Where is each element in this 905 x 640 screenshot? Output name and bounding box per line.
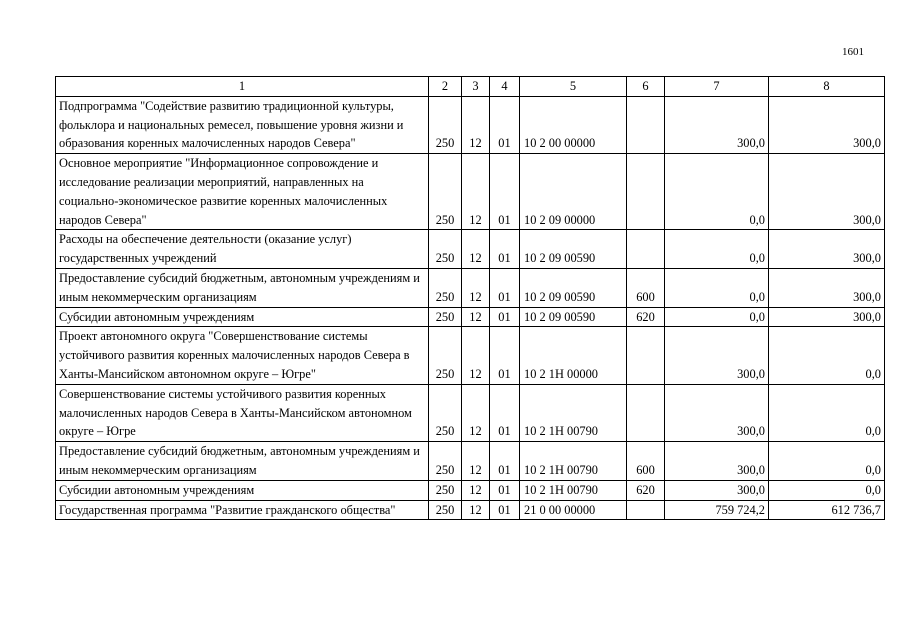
admin-code: 250: [429, 307, 462, 327]
subsection-code: 01: [490, 268, 520, 307]
budget-table: [55, 76, 885, 520]
column-header: 6: [627, 77, 665, 97]
row-name: Субсидии автономным учреждениям: [56, 480, 429, 500]
row-name: Основное мероприятие "Информационное сопровождение и исследование реализации мероприятий, направленных на социально-экономическое развитие коренных малочисленных народов Севера": [56, 154, 429, 230]
amount-col8: 300,0: [769, 96, 885, 153]
expense-type-code: [627, 384, 665, 441]
column-header: 8: [769, 77, 885, 97]
amount-col7: 0,0: [665, 154, 769, 230]
admin-code: 250: [429, 384, 462, 441]
amount-col8: 0,0: [769, 442, 885, 481]
row-name: Предоставление субсидий бюджетным, автономным учреждениям и иным некоммерческим организациям: [56, 442, 429, 481]
table-row: [56, 480, 885, 500]
row-name: Субсидии автономным учреждениям: [56, 307, 429, 327]
expense-type-code: [627, 154, 665, 230]
amount-col8: 300,0: [769, 154, 885, 230]
table-row: [56, 384, 885, 441]
expense-type-code: 620: [627, 480, 665, 500]
column-header: 5: [520, 77, 627, 97]
table-row: [56, 154, 885, 230]
target-article-code: 10 2 00 00000: [520, 96, 627, 153]
column-header: 1: [56, 77, 429, 97]
page-number: 1601: [842, 46, 864, 58]
expense-type-code: [627, 500, 665, 520]
expense-type-code: [627, 327, 665, 384]
expense-type-code: [627, 230, 665, 269]
row-name: Государственная программа "Развитие гражданского общества": [56, 500, 429, 520]
subsection-code: 01: [490, 500, 520, 520]
admin-code: 250: [429, 154, 462, 230]
subsection-code: 01: [490, 442, 520, 481]
admin-code: 250: [429, 480, 462, 500]
amount-col7: 300,0: [665, 442, 769, 481]
subsection-code: 01: [490, 154, 520, 230]
target-article-code: 21 0 00 00000: [520, 500, 627, 520]
admin-code: 250: [429, 500, 462, 520]
amount-col8: 300,0: [769, 230, 885, 269]
subsection-code: 01: [490, 307, 520, 327]
amount-col7: 300,0: [665, 327, 769, 384]
row-name: Подпрограмма "Содействие развитию традиционной культуры, фольклора и национальных ремесел, повышение уровня жизни и образования коренных малочисленных народов Севера": [56, 96, 429, 153]
amount-col8: 612 736,7: [769, 500, 885, 520]
target-article-code: 10 2 1Н 00790: [520, 480, 627, 500]
row-name: Расходы на обеспечение деятельности (оказание услуг) государственных учреждений: [56, 230, 429, 269]
table-row: [56, 96, 885, 153]
section-code: 12: [462, 268, 490, 307]
amount-col8: 0,0: [769, 327, 885, 384]
target-article-code: 10 2 1Н 00790: [520, 384, 627, 441]
section-code: 12: [462, 154, 490, 230]
target-article-code: 10 2 09 00590: [520, 230, 627, 269]
target-article-code: 10 2 1Н 00000: [520, 327, 627, 384]
subsection-code: 01: [490, 230, 520, 269]
subsection-code: 01: [490, 327, 520, 384]
column-header: 4: [490, 77, 520, 97]
admin-code: 250: [429, 96, 462, 153]
amount-col7: 300,0: [665, 384, 769, 441]
expense-type-code: 600: [627, 268, 665, 307]
amount-col7: 300,0: [665, 480, 769, 500]
target-article-code: 10 2 09 00000: [520, 154, 627, 230]
target-article-code: 10 2 1Н 00790: [520, 442, 627, 481]
section-code: 12: [462, 500, 490, 520]
admin-code: 250: [429, 442, 462, 481]
amount-col7: 0,0: [665, 230, 769, 269]
amount-col8: 300,0: [769, 307, 885, 327]
subsection-code: 01: [490, 96, 520, 153]
expense-type-code: 600: [627, 442, 665, 481]
column-number-row: [56, 77, 885, 97]
admin-code: 250: [429, 327, 462, 384]
table-row: [56, 500, 885, 520]
row-name: Совершенствование системы устойчивого развития коренных малочисленных народов Севера в Ханты-Мансийском автономном округе – Югре: [56, 384, 429, 441]
amount-col7: 0,0: [665, 268, 769, 307]
section-code: 12: [462, 480, 490, 500]
table-row: [56, 327, 885, 384]
admin-code: 250: [429, 230, 462, 269]
subsection-code: 01: [490, 480, 520, 500]
section-code: 12: [462, 230, 490, 269]
section-code: 12: [462, 96, 490, 153]
section-code: 12: [462, 307, 490, 327]
amount-col7: 300,0: [665, 96, 769, 153]
amount-col8: 300,0: [769, 268, 885, 307]
amount-col8: 0,0: [769, 384, 885, 441]
section-code: 12: [462, 442, 490, 481]
row-name: Проект автономного округа "Совершенствование системы устойчивого развития коренных малочисленных народов Севера в Ханты-Мансийском автономном округе – Югре": [56, 327, 429, 384]
table-row: [56, 230, 885, 269]
target-article-code: 10 2 09 00590: [520, 307, 627, 327]
row-name: Предоставление субсидий бюджетным, автономным учреждениям и иным некоммерческим организациям: [56, 268, 429, 307]
table-row: [56, 442, 885, 481]
target-article-code: 10 2 09 00590: [520, 268, 627, 307]
admin-code: 250: [429, 268, 462, 307]
table-row: [56, 307, 885, 327]
amount-col7: 0,0: [665, 307, 769, 327]
column-header: 2: [429, 77, 462, 97]
table-row: [56, 268, 885, 307]
section-code: 12: [462, 327, 490, 384]
amount-col8: 0,0: [769, 480, 885, 500]
expense-type-code: 620: [627, 307, 665, 327]
column-header: 7: [665, 77, 769, 97]
column-header: 3: [462, 77, 490, 97]
amount-col7: 759 724,2: [665, 500, 769, 520]
subsection-code: 01: [490, 384, 520, 441]
expense-type-code: [627, 96, 665, 153]
section-code: 12: [462, 384, 490, 441]
